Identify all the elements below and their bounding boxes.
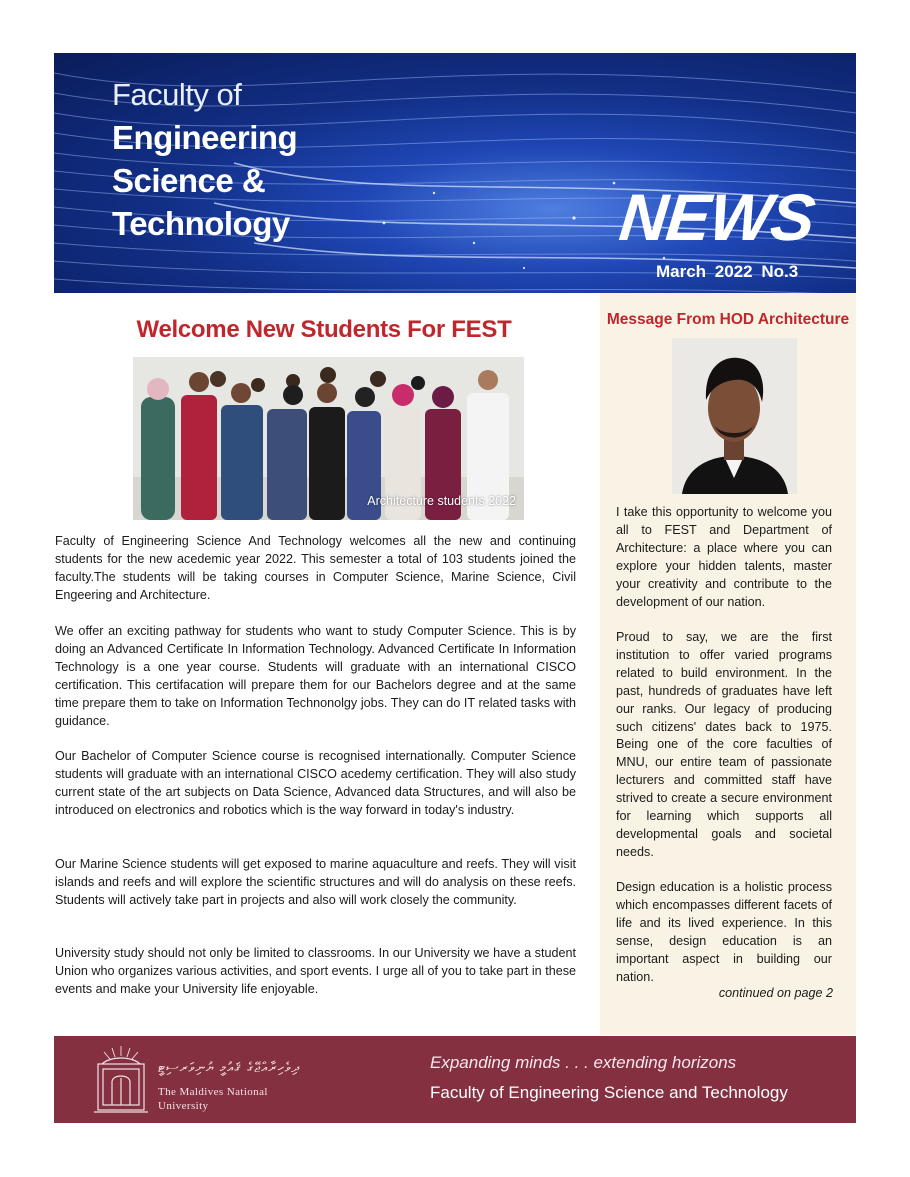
article-paragraph-text: Our Marine Science students will get exposed to marine aquaculture and reefs. They will visit islands and reefs and will explore the scientific structures and will do analysis on these reefs. Students will actively take part in projects and also will work closely the community. <box>55 857 576 907</box>
article-paragraph-3 <box>55 748 576 820</box>
article-paragraph-2 <box>55 623 576 730</box>
issue-date: March 2022 No.3 <box>656 262 799 281</box>
footer-band <box>54 1036 856 1123</box>
news-wordmark: NEWS <box>616 180 818 254</box>
masthead-science: Science & <box>112 162 266 199</box>
masthead-faculty-of: Faculty of <box>112 77 242 112</box>
sidebar-paragraph-text: Design education is a holistic process which encompasses different facets of life and its lived experience. In this sense, design education is an important aspect in building our nation. <box>616 880 832 984</box>
university-name <box>158 1085 268 1113</box>
university-name-dhivehi: ދިވެހިރާއްޖޭގެ ޤައުމީ ޔުނިވަރސިޓީ <box>158 1060 301 1076</box>
university-name-line2: University <box>158 1100 209 1112</box>
masthead-banner <box>54 53 856 293</box>
sidebar-paragraph-3 <box>616 879 832 986</box>
article-paragraph-text: Faculty of Engineering Science And Technology welcomes all the new and continuing students for the new acedemic year 2022. This semester a total of 103 students joined the faculty.The students will be taking courses in Computer Science, Marine Science, Civil Engeering and Architecture. <box>55 534 576 602</box>
sidebar-title: Message From HOD Architecture <box>606 311 850 328</box>
article-paragraph-1 <box>55 533 576 605</box>
sidebar-paragraph-text: Proud to say, we are the first institution to offer varied programs related to build environment. In the past, hundreds of graduates have left our ranks. Our legacy of producing such citizens' dates back to 1975. Being one of the core faculties of MNU, our entire team of passionate lecturers and committed staff have strived to create a secure environment for learning which supports all developmental goals and societal needs. <box>616 630 832 859</box>
article-paragraph-text: We offer an exciting pathway for students who want to study Computer Science. This is by doing an Advanced Certificate In Information Technology. Advanced Certificate In Information Technology is a one year course. Students will graduate with an international CISCO certification. This certifacation will prepare them for our Bachelors degree and at the same time prepare them to take on Information Technonolgy jobs. They can do IT related tasks with guidance. <box>55 624 576 728</box>
masthead-technology: Technology <box>112 205 290 242</box>
article-paragraph-text: Our Bachelor of Computer Science course is recognised internationally. Computer Science students will graduate with an international CISCO acedemy certification. They will also study current state of the art subjects on Data Science, Advanced data Structures, and will also be introduced on electronics and robotics which is the way forward in today's industry. <box>55 749 576 817</box>
photo-caption: Architecture students 2022 <box>367 494 516 508</box>
continued-note: continued on page 2 <box>718 986 833 1000</box>
article-paragraph-4 <box>55 856 576 910</box>
sidebar-paragraph-2 <box>616 629 832 862</box>
sidebar-paragraph-text: I take this opportunity to welcome you all to FEST and Department of Architecture: a place where you can explore your hidden talents, master your creativity and contribute to the development of our nation. <box>616 505 832 609</box>
article-paragraph-text: University study should not only be limited to classrooms. In our University we have a student Union who organizes various activities, and sport events. I urge all of you to take part in these events and make your University life enjoyable. <box>55 946 576 996</box>
portrait-illustration <box>672 338 797 494</box>
article-paragraph-5 <box>55 945 576 999</box>
hod-message-sidebar <box>600 293 856 1035</box>
article-headline: Welcome New Students For FEST <box>136 316 512 343</box>
university-name-line1: The Maldives National <box>158 1086 268 1098</box>
sidebar-paragraph-1 <box>616 504 832 611</box>
students-group-photo <box>133 357 524 520</box>
hod-portrait-photo <box>672 338 797 494</box>
footer-tagline: Expanding minds . . . extending horizons <box>430 1053 737 1072</box>
masthead-engineering: Engineering <box>112 119 298 156</box>
university-crest-logo <box>90 1044 152 1116</box>
footer-faculty-name: Faculty of Engineering Science and Technology <box>430 1083 788 1102</box>
